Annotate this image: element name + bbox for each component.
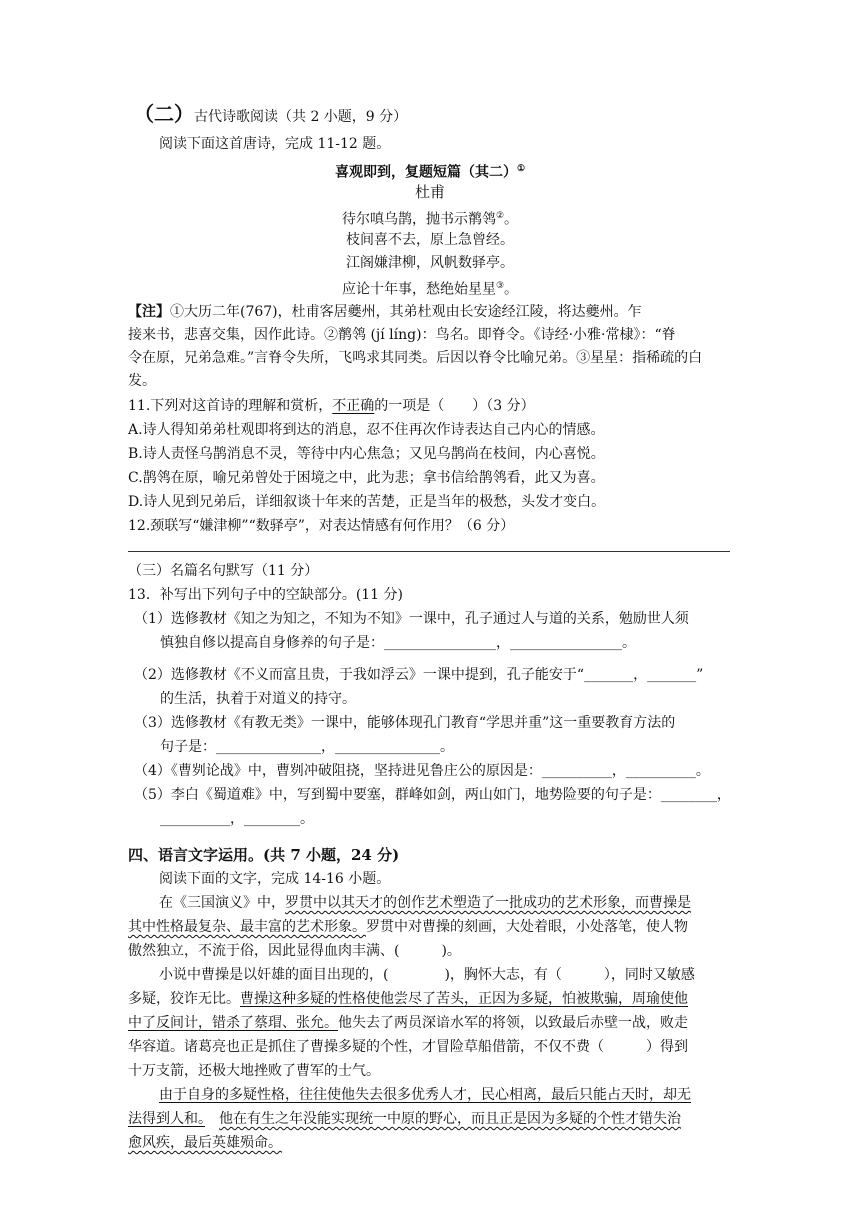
question-11-stem: 11.下列对这首诗的理解和赏析，不正确的一项是（ ）（3 分）: [128, 398, 535, 414]
note-line: 【注】①大历二年(767)，杜甫客居夔州，其弟杜观由长安途经江陵，将达夔州。乍: [128, 304, 642, 320]
poem-line: 江阁嫌津柳，风帆数驿亭。: [346, 255, 514, 271]
section4-heading: 四、语言文字运用。(共 7 小题，24 分): [128, 846, 400, 864]
option-b: B.诗人责怪乌鹊消息不灵，等待中内心焦急；又见乌鹊尚在枝间，内心喜悦。: [128, 446, 605, 462]
fill-item: （3）选修教材《有教无类》一课中，能够体现孔门教育“学思并重”这一重要教育方法的: [134, 715, 676, 731]
passage-line: 傲然独立，不流于俗，因此显得血肉丰满、( )。: [128, 943, 461, 959]
note-label: 【注】: [128, 304, 170, 320]
passage-line: 其中性格最复杂、最丰富的艺术形象。罗贯中对曹操的刻画，大处着眼，小处落笔，使人物: [128, 919, 688, 935]
poem-author: 杜甫: [414, 183, 445, 201]
poem-line: 待尔嗔乌鹊，抛书示鹡鸰②。: [341, 211, 519, 228]
passage-line: 由于自身的多疑性格，往往使他失去很多优秀人才，民心相离，最后只能占天时，却无: [159, 1087, 691, 1103]
section2-title: 古代诗歌阅读（共 2 小题，9 分）: [194, 109, 408, 125]
fill-item: （4）《曹刿论战》中，曹刿冲破阻挠，坚持进见鲁庄公的原因是：__________，__________。: [134, 763, 710, 779]
section2-heading: [134, 104, 407, 127]
question-12: 12.颈联写“嫌津柳”“数驿亭”，对表达情感有何作用？（6 分）: [128, 518, 515, 534]
passage-line: 法得到人和。 他在有生之年没能实现统一中原的野心，而且正是因为多疑的个性才错失治: [128, 1111, 681, 1127]
question-13: 13．补写出下列句子中的空缺部分。(11 分): [128, 587, 404, 603]
fill-item: 句子是：_______________，_______________。: [160, 739, 454, 755]
option-a: A.诗人得知弟弟杜观即将到达的消息，忍不住再次作诗表达自己内心的情感。: [128, 422, 605, 438]
passage-line: 多疑，狡诈无比。曹操这种多疑的性格使他尝尽了苦头，正因为多疑，怕被欺骗，周瑜使他: [128, 991, 688, 1007]
section2-instruction: 阅读下面这首唐诗，完成 11-12 题。: [159, 136, 391, 152]
section4-instruction: 阅读下面的文字，完成 14-16 小题。: [159, 871, 391, 887]
note-line: 发。: [128, 373, 156, 389]
section-divider: [128, 551, 730, 552]
passage-line: 在《三国演义》中，罗贯中以其天才的创作艺术塑造了一批成功的艺术形象，而曹操是: [159, 895, 691, 911]
poem-title: 喜观即到，复题短篇（其二）①: [334, 164, 526, 181]
fill-item: （5）李白《蜀道难》中，写到蜀中要塞，群峰如剑，两山如门，地势险要的句子是：________，: [134, 787, 731, 803]
section2-number: （二）: [134, 102, 194, 126]
fill-item: 的生活，执着于对道义的持守。: [160, 691, 356, 707]
option-d: D.诗人见到兄弟后，详细叙谈十年来的苦楚，正是当年的极愁，头发才变白。: [128, 494, 606, 510]
passage-line: 十万支箭，还极大地挫败了曹军的士气。: [128, 1063, 380, 1079]
underlined-sentence: 曹操这种多疑的性格使他尝尽了苦头，正因为多疑，怕被欺骗，周瑜使他: [240, 991, 688, 1007]
note-line: 接来书，悲喜交集，因作此诗。②鹡鸰 (jí líng)：鸟名。即脊令。《诗经·小雅·常棣》：“脊: [128, 327, 676, 343]
fill-item: （1）选修教材《知之为知之，不知为不知》一课中，孔子通过人与道的关系，勉励世人须: [134, 611, 689, 627]
fill-item: __________，________。: [160, 811, 314, 827]
fill-item: 慎独自修以提高自身修养的句子是：________________，________________。: [160, 635, 636, 651]
section3-heading: （三）名篇名句默写（11 分）: [128, 563, 319, 579]
poem-line: 应论十年事，愁绝始星星③。: [341, 281, 519, 298]
note-line: 令在原，兄弟急难。”言脊令失所，飞鸣求其同类。后因以脊令比喻兄弟。③星星：指稀疏的白: [128, 350, 703, 366]
fill-item: （2）选修教材《不义而富且贵，于我如浮云》一课中提到，孔子能安于“_______，_______”: [134, 667, 704, 683]
passage-line: 华容道。诸葛亮也正是抓住了曹操多疑的个性，才冒险草船借箭，不仅不费（ ）得到: [128, 1039, 688, 1055]
passage-line: 中了反间计，错杀了蔡瑁、张允。他失去了两员深谙水军的将领，以致最后赤壁一战，败走: [128, 1015, 688, 1031]
poem-line: 枝间喜不去，原上急曾经。: [346, 232, 514, 248]
emphasis-not-correct: 不正确: [332, 398, 375, 414]
passage-line: 小说中曹操是以奸雄的面目出现的，( )，胸怀大志，有（ ），同时又敏感: [159, 967, 695, 983]
option-c: C.鹊鸰在原，喻兄弟曾处于困境之中，此为悲；拿书信给鹊鸰看，此又为喜。: [128, 470, 605, 486]
passage-line: 愈风疾，最后英雄殒命。: [128, 1135, 282, 1151]
wavy-underlined-sentence: 罗贯中以其天才的创作艺术塑造了一批成功的艺术形象，而曹操是: [285, 895, 691, 911]
